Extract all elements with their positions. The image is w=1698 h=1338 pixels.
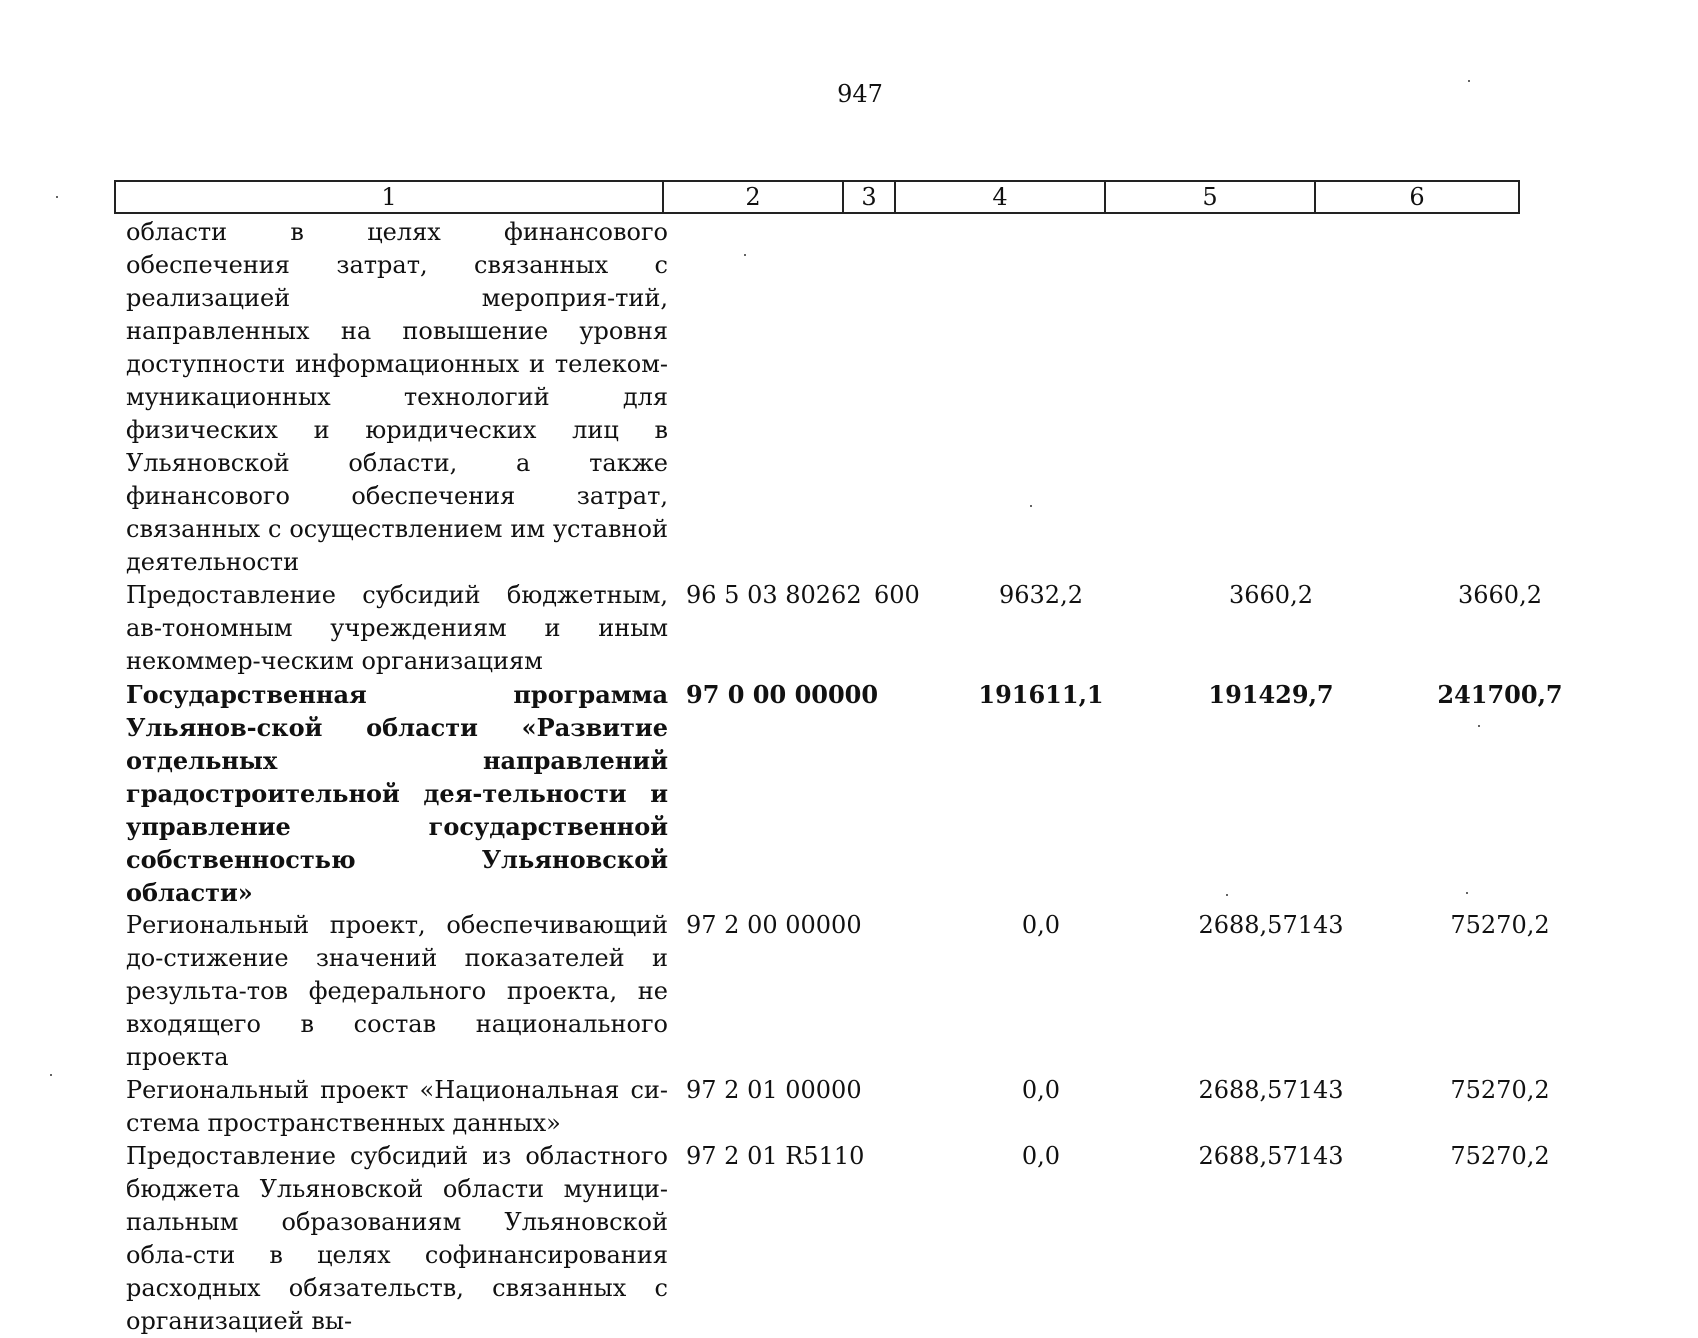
row-value-5: 3660,2 [1229, 581, 1313, 609]
row-type: 600 [874, 581, 920, 609]
row-value-4: 0,0 [1021, 1142, 1061, 1170]
scan-speck [56, 196, 58, 198]
page-number: 947 [837, 80, 883, 108]
scan-speck [1226, 894, 1228, 896]
row-description: Предоставление субсидий бюджетным, ав-тономным учреждениям и иным некоммер-ческим организациям [126, 581, 668, 675]
row-description: Региональный проект «Национальная си-стема пространственных данных» [126, 1076, 668, 1137]
column-header-5: 5 [1105, 181, 1315, 213]
row-value-6: 241700,7 [1437, 680, 1563, 709]
scan-speck [744, 254, 746, 256]
row-value-6: 75270,2 [1450, 1142, 1550, 1170]
row-code: 97 2 00 00000 [686, 911, 862, 939]
row-description: Региональный проект, обеспечивающий до-стижение значений показателей и результа-тов федерального проекта, не входящего в состав национального проекта [126, 911, 668, 1071]
row-code: 97 2 01 R5110 [686, 1142, 865, 1170]
table-row [114, 678, 1610, 909]
row-value-5: 191429,7 [1208, 680, 1334, 709]
table-row [114, 216, 1610, 579]
row-value-4: 9632,2 [999, 581, 1083, 609]
row-value-4: 0,0 [1021, 911, 1061, 939]
table-row [114, 909, 1610, 1074]
column-header-1: 1 [115, 181, 663, 213]
row-value-5: 2688,57143 [1198, 1142, 1344, 1170]
row-code: 97 0 00 00000 [686, 680, 879, 709]
row-description: области в целях финансового обеспечения затрат, связанных с реализацией мероприя-тий, направленных на повышение уровня доступности информационных и телеком-муникационных технологий для физических и юридических лиц в Ульяновской области, а также финансового обеспечения затрат, связанных с осуществлением им уставной деятельности [126, 218, 668, 576]
row-code: 97 2 01 00000 [686, 1076, 862, 1104]
scan-speck [1478, 725, 1480, 727]
scan-speck [1466, 892, 1468, 894]
table-body [114, 216, 1610, 1338]
row-value-5: 2688,57143 [1198, 1076, 1344, 1104]
row-description: Предоставление субсидий из областного бюджета Ульяновской области муници-пальным образованиям Ульяновской обла-сти в целях софинансирования расходных обязательств, связанных с организацией вы- [126, 1142, 668, 1335]
scan-speck [1468, 80, 1470, 82]
column-header-6: 6 [1315, 181, 1519, 213]
table-row [114, 1140, 1610, 1338]
row-value-6: 3660,2 [1458, 581, 1542, 609]
row-value-6: 75270,2 [1450, 911, 1550, 939]
column-header-4: 4 [895, 181, 1105, 213]
scan-speck [1030, 505, 1032, 507]
scan-speck [50, 1074, 52, 1076]
row-value-6: 75270,2 [1450, 1076, 1550, 1104]
column-header-3: 3 [843, 181, 895, 213]
row-value-4: 0,0 [1021, 1076, 1061, 1104]
table-row [114, 579, 1610, 678]
row-value-5: 2688,57143 [1198, 911, 1344, 939]
row-description: Государственная программа Ульянов-ской области «Развитие отдельных направлений градостроительной дея-тельности и управление государственной собственностью Ульяновской области» [126, 680, 668, 907]
column-header-table [114, 180, 1520, 214]
column-header-2: 2 [663, 181, 843, 213]
table-row [114, 1074, 1610, 1140]
row-value-4: 191611,1 [978, 680, 1104, 709]
row-code: 96 5 03 80262 [686, 581, 862, 609]
